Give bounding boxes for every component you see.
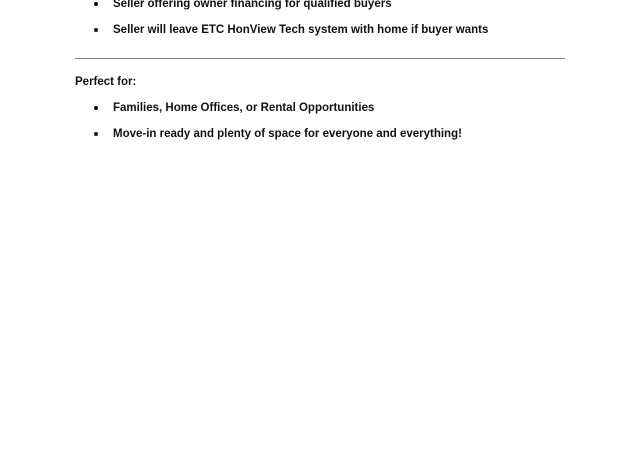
bullet-icon: [94, 28, 98, 32]
bullet-icon: [94, 132, 98, 136]
list-item-text: Seller will leave ETC HonView Tech system with home if buyer wants: [113, 24, 489, 36]
perfect-for-heading: Perfect for:: [75, 76, 137, 88]
list-item: [94, 127, 594, 141]
list-item-text: Families, Home Offices, or Rental Opportunities: [113, 102, 375, 114]
list-item: [94, 101, 594, 115]
bullet-icon: [94, 2, 98, 6]
section-divider: [75, 58, 565, 59]
list-item: [94, 23, 594, 37]
list-item-text: Move-in ready and plenty of space for everyone and everything!: [113, 128, 462, 140]
features-list: [94, 0, 594, 37]
list-item: [94, 0, 594, 11]
bullet-icon: [94, 106, 98, 110]
perfect-for-list: [94, 101, 594, 141]
list-item-text: Seller offering owner financing for qualified buyers: [113, 0, 392, 10]
